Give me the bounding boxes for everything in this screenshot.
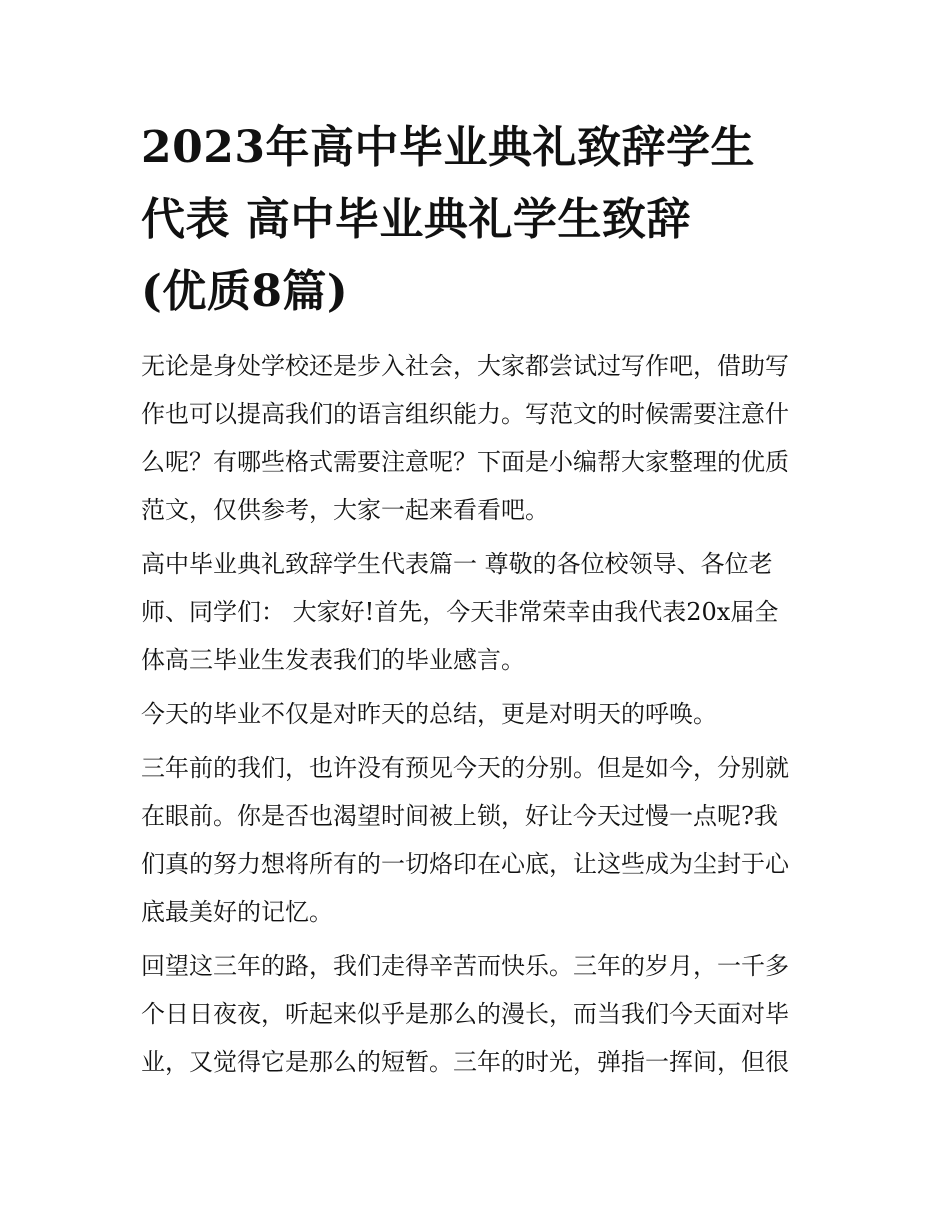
text-line: 范文，仅供参考，大家一起来看看吧。	[141, 496, 549, 524]
document-body	[141, 112, 813, 1092]
text-line: 师、同学们： 大家好!首先，今天非常荣幸由我代表20x届全	[141, 598, 779, 626]
text-line: 今天的毕业不仅是对昨天的总结，更是对明天的呼唤。	[141, 700, 717, 728]
text-line: 无论是身处学校还是步入社会，大家都尝试过写作吧，借助写	[141, 352, 789, 380]
text-line: 在眼前。你是否也渴望时间被上锁，好让今天过慢一点呢?我	[141, 802, 778, 830]
text-line: 作也可以提高我们的语言组织能力。写范文的时候需要注意什	[141, 400, 789, 428]
paragraph-looking-back	[141, 942, 813, 1086]
paragraph-speech-opening	[141, 540, 813, 684]
text-line: 回望这三年的路，我们走得辛苦而快乐。三年的岁月，一千多	[141, 952, 789, 980]
text-line: 么呢？有哪些格式需要注意呢？下面是小编帮大家整理的优质	[141, 448, 789, 476]
text-line: 三年前的我们，也许没有预见今天的分别。但是如今，分别就	[141, 754, 789, 782]
text-line: 个日日夜夜，听起来似乎是那么的漫长，而当我们今天面对毕	[141, 1000, 789, 1028]
paragraph-today	[141, 690, 813, 738]
text-line: 们真的努力想将所有的一切烙印在心底，让这些成为尘封于心	[141, 850, 789, 878]
paragraph-three-years-ago	[141, 744, 813, 936]
paragraph-intro	[141, 342, 813, 534]
text-line: 业，又觉得它是那么的短暂。三年的时光，弹指一挥间，但很	[141, 1048, 789, 1076]
text-line: 高中毕业典礼致辞学生代表篇一 尊敬的各位校领导、各位老	[141, 550, 773, 578]
text-line: 底最美好的记忆。	[141, 898, 333, 926]
title-line: 代表 高中毕业典礼学生致辞	[141, 194, 691, 245]
title-line: 2023年高中毕业典礼致辞学生	[141, 122, 755, 173]
text-line: 体高三毕业生发表我们的毕业感言。	[141, 646, 525, 674]
title-line: (优质8篇)	[141, 266, 349, 317]
document-title	[141, 112, 813, 328]
